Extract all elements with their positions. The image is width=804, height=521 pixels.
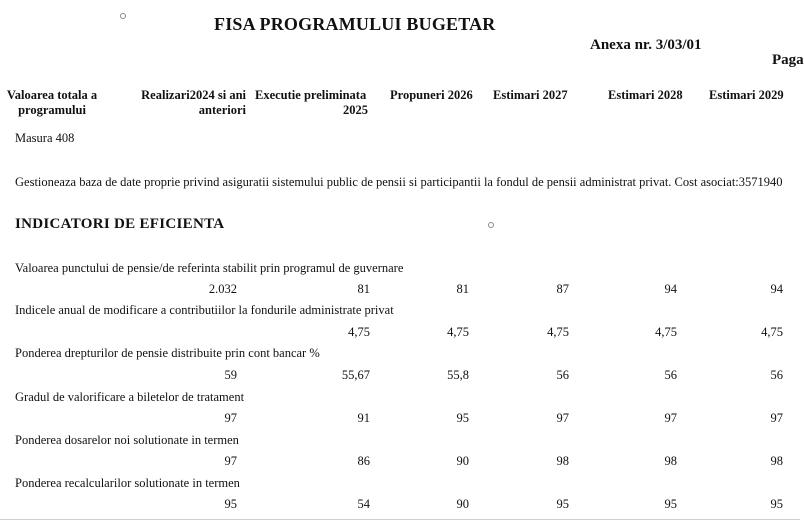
indicator-value-2027: 97 xyxy=(664,411,677,425)
indicator-value-2027: 95 xyxy=(664,497,677,511)
indicator-value-2026: 97 xyxy=(556,411,569,425)
page-label: Paga xyxy=(772,52,804,68)
indicator-value-2026: 56 xyxy=(556,368,569,382)
indicator-label: Indicele anual de modificare a contributiilor la fondurile administrate privat xyxy=(15,303,394,317)
indicator-value-2026: 98 xyxy=(556,454,569,468)
header-realizari-line2: anteriori xyxy=(198,103,246,117)
header-estimari-2029: Estimari 2029 xyxy=(709,88,784,102)
indicator-value-2027: 98 xyxy=(664,454,677,468)
indicator-value-2026: 87 xyxy=(556,282,569,296)
indicator-value-2026: 4,75 xyxy=(547,325,569,339)
indicator-value-2028: 97 xyxy=(770,411,783,425)
indicator-value-2028: 95 xyxy=(770,497,783,511)
indicator-value-2027: 94 xyxy=(664,282,677,296)
indicator-value-total: 97 xyxy=(224,454,237,468)
measure-description: Gestioneaza baza de date proprie privind asiguratii sistemului public de pensii si participantii la fondul de pensii administrat privat. Cost asociat:3571940 xyxy=(15,175,783,189)
indicator-label: Ponderea drepturilor de pensie distribuite prin cont bancar % xyxy=(15,346,320,360)
header-executie-line2: 2025 xyxy=(343,103,368,117)
indicator-value-2028: 4,75 xyxy=(761,325,783,339)
header-estimari-2027: Estimari 2027 xyxy=(493,88,568,102)
indicator-value-2024: 86 xyxy=(357,454,370,468)
indicator-value-2028: 56 xyxy=(770,368,783,382)
measure-label: Masura 408 xyxy=(15,131,75,145)
header-total-value xyxy=(0,88,108,118)
indicator-value-2025: 90 xyxy=(456,497,469,511)
scan-speck xyxy=(120,13,126,19)
header-propuneri-2026: Propuneri 2026 xyxy=(390,88,473,102)
indicator-value-2024: 91 xyxy=(357,411,370,425)
indicator-value-2024: 81 xyxy=(357,282,370,296)
indicator-value-total: 2.032 xyxy=(208,282,237,296)
indicator-value-2026: 95 xyxy=(556,497,569,511)
indicator-value-2027: 4,75 xyxy=(655,325,677,339)
header-total-value-line2: programului xyxy=(18,103,86,117)
indicator-value-2025: 95 xyxy=(456,411,469,425)
indicator-value-total: 97 xyxy=(224,411,237,425)
header-realizari-line1: Realizari2024 si ani xyxy=(141,88,246,102)
document-title: FISA PROGRAMULUI BUGETAR xyxy=(214,14,496,34)
header-realizari-2024 xyxy=(118,88,246,118)
header-total-value-line1: Valoarea totala a xyxy=(6,88,98,102)
header-executie-2025 xyxy=(255,88,375,118)
indicator-value-2025: 81 xyxy=(456,282,469,296)
annex-number: Anexa nr. 3/03/01 xyxy=(590,37,702,53)
indicator-value-2027: 56 xyxy=(664,368,677,382)
indicator-value-2025: 90 xyxy=(456,454,469,468)
scan-speck xyxy=(488,222,494,228)
indicator-label: Ponderea recalcularilor solutionate in termen xyxy=(15,476,240,490)
indicator-value-2025: 55,8 xyxy=(447,368,469,382)
indicator-value-total: 59 xyxy=(224,368,237,382)
indicator-value-2024: 54 xyxy=(357,497,370,511)
indicator-value-2028: 94 xyxy=(770,282,783,296)
indicator-label: Gradul de valorificare a biletelor de tratament xyxy=(15,390,245,404)
header-estimari-2028: Estimari 2028 xyxy=(608,88,683,102)
indicator-value-2028: 98 xyxy=(770,454,783,468)
page-bottom-edge xyxy=(0,519,800,520)
header-executie-line1: Executie preliminata xyxy=(255,88,367,102)
indicator-value-2024: 55,67 xyxy=(341,368,370,382)
section-title: INDICATORI DE EFICIENTA xyxy=(15,216,225,232)
indicator-value-total: 95 xyxy=(224,497,237,511)
indicator-value-2024: 4,75 xyxy=(348,325,370,339)
indicator-label: Ponderea dosarelor noi solutionate in termen xyxy=(15,433,239,447)
indicator-value-2025: 4,75 xyxy=(447,325,469,339)
indicator-label: Valoarea punctului de pensie/de referinta stabilit prin programul de guvernare xyxy=(15,261,404,275)
